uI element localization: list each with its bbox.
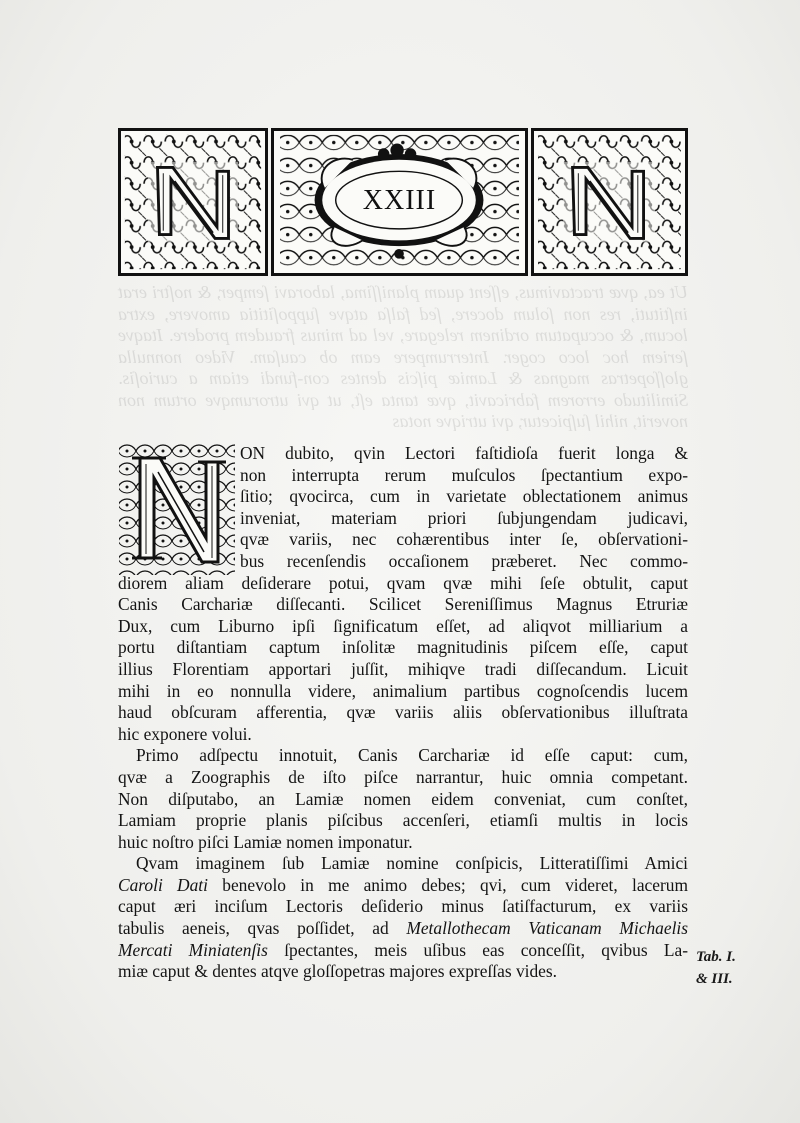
text-line: Qvam imaginem ſub Lamiæ nomine conſpicis, Litteratiſſimi Amici — [136, 853, 688, 874]
text-line — [118, 940, 688, 962]
italic-name: Mercati Miniatenſis — [118, 939, 268, 960]
text-line: Primo adſpectu innotuit, Canis Carchariæ id eſſe caput: cum, — [136, 745, 688, 766]
text-line: non interrupta rerum muſculos ſpectantium expo- — [240, 464, 688, 485]
ornament-left-panel — [118, 128, 268, 276]
text-line — [118, 875, 688, 897]
show-through-text: Ut ea, qvæ tractavimus, eſſent quam planiſſima, laboravi ſemper, & noſtri erat inſtituti, res non ſolum docere, ſed falſa atqve ſuppoſititia amovere, extra locum, & occupatum ordinem relegare, vel ad minus fraudem prodere. Itaqve ſeriem hoc loco coger. Interrumpere eam ob cauſam. Video nonnulla gloſſopetras magnas & Lamiæ piſcis dentes con-fundi etiam a curioſis. Similitudo errorem fabricavit, qvæ tanta eſt, ut qvi utrorumqve ortum non noverit, nihil ſuſpicetur, qvi utriqve notas — [118, 282, 688, 431]
text-line: qvæ variis, nec cohærentibus inter ſe, obſervationi- — [240, 529, 688, 550]
text-line: inveniat, materiam priori ſubjungendam judicavi, — [240, 507, 688, 528]
text-line: diorem aliam deſiderare potui, qvam qvæ mihi ſeſe obtulit, caput — [118, 572, 688, 593]
text-line: caput æri inciſum Lectoris deſiderio minus ſatiſfacturum, ex variis — [118, 896, 688, 917]
text-line: portu diſtantiam captum inſolitæ magnitudinis piſcem eſſe, caput — [118, 637, 688, 658]
text-line: haud obſcuram afferentia, qvæ variis aliis obſervationibus illuſtrata — [118, 702, 688, 723]
text-line — [118, 918, 688, 940]
text-line: qvæ a Zoographis de iſto piſce narrantur, huic omnia competant. — [118, 766, 688, 787]
text-line: Dux, cum Liburno ipſi ſignificatum eſſet, ad aliqvot milliarium a — [118, 615, 688, 636]
ornament-right-n-icon — [534, 131, 685, 273]
text-line: Canis Carchariæ diſſecanti. Scilicet Sereniſſimus Magnus Etruriæ — [118, 594, 688, 615]
text-line: ON dubito, qvin Lectori faſtidioſa fuerit longa & — [240, 443, 688, 463]
margin-note — [696, 947, 736, 990]
text-line: illius Florentiam apportari juſſit, mihiqve tradi diſſecandum. Licuit — [118, 658, 688, 679]
ornament-center-panel — [271, 128, 528, 276]
text-line: mihi in eo nonnulla videre, animalium partibus cognoſcendis lucem — [118, 680, 688, 701]
text-line: ſitio; qvocirca, cum in varietate oblectationem animus — [240, 486, 688, 507]
body-text — [118, 443, 688, 983]
text-line: miæ caput & dentes atqve gloſſopetras majores expreſſas vides. — [118, 961, 557, 982]
ornament-left-n-icon — [121, 131, 265, 273]
text-line: hic exponere volui. — [118, 723, 252, 744]
italic-title: Metallothecam Vaticanam Michaelis — [406, 918, 688, 939]
text-line: Lamiam proprie planis piſcibus accenſeri, etiamſi multis in locis — [118, 810, 688, 831]
chapter-number: XXIII — [362, 185, 437, 216]
text-line: bus recenſendis occaſionem præberet. Nec commo- — [240, 550, 688, 571]
italic-name: Caroli Dati — [118, 874, 208, 895]
text-line: huic noſtro piſci Lamiæ nomen imponatur. — [118, 831, 413, 852]
margin-note-line: Tab. I. — [696, 949, 736, 965]
text-segment: ſpectantes, meis uſibus eas conceſſit, qvibus La- — [284, 939, 688, 960]
text-segment: benevolo in me animo debes; qvi, cum videret, lacerum — [222, 874, 688, 895]
text-line: Non diſputabo, an Lamiæ nomen eidem conveniat, cum conſtet, — [118, 788, 688, 809]
text-segment: tabulis aeneis, qvas poſſidet, ad — [118, 918, 389, 939]
margin-note-line: & III. — [696, 970, 733, 987]
ornamental-header — [118, 128, 688, 276]
ornament-right-panel — [531, 128, 688, 276]
